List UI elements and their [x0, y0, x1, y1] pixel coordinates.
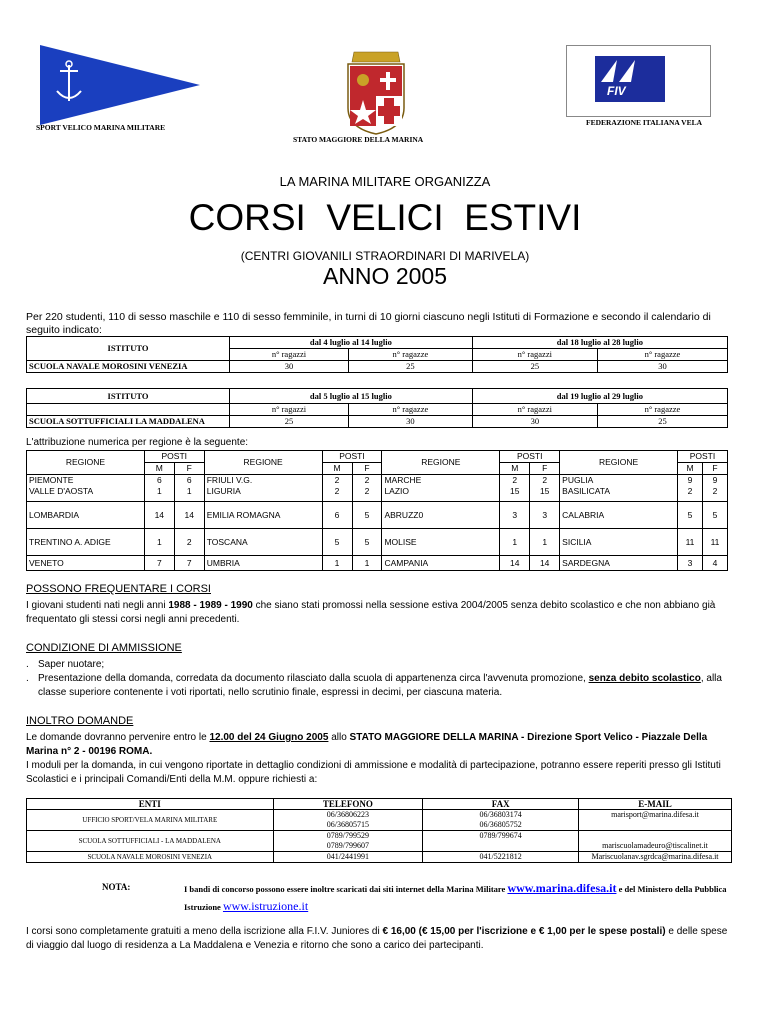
- male-header: M: [144, 463, 174, 475]
- institute-header: ISTITUTO: [27, 337, 230, 361]
- count-cell: 25: [472, 361, 597, 373]
- pennant-logo: [40, 45, 200, 125]
- female-header: F: [174, 463, 204, 475]
- year-heading: ANNO 2005: [322, 263, 447, 289]
- region-name: MOLISE: [382, 529, 500, 556]
- fiv-caption: FEDERAZIONE ITALIANA VELA: [586, 118, 702, 127]
- table-row: [27, 556, 728, 571]
- seat-count: 6 1: [174, 475, 204, 502]
- region-name: CAMPANIA: [382, 556, 500, 571]
- girls-header: n° ragazze: [348, 349, 472, 361]
- region-name: PIEMONTE VALLE D'AOSTA: [27, 475, 145, 502]
- col-header-tel: TELEFONO: [273, 799, 423, 810]
- description: Per 220 studenti, 110 di sesso maschile e 110 di sesso femminile, in turni di 10 giorni ciascuno negli Istituti di Formazione e secondo il calendario di seguito indicato:: [26, 311, 711, 336]
- phone-cell: 06/36806223 06/36805715: [273, 810, 423, 831]
- phone-cell: 0789/799529 0789/799607: [273, 831, 423, 852]
- list-item: . Saper nuotare;: [26, 659, 105, 670]
- seat-count: 5: [678, 502, 703, 529]
- contact-row: [27, 810, 732, 831]
- count-cell: 25: [348, 361, 472, 373]
- admission-list: [26, 658, 731, 700]
- region-name: SARDEGNA: [560, 556, 678, 571]
- seat-count: 2 2: [352, 475, 382, 502]
- seat-count: 9 2: [702, 475, 727, 502]
- eligibility-text: I giovani studenti nati negli anni 1988 - 1989 - 1990 che siano stati promossi nella sessione estiva 2004/2005 senza debito scolastico e che non abbiano già frequentato gli stessi corsi negli anni precedenti.: [26, 600, 716, 625]
- seat-count: 14: [500, 556, 530, 571]
- sport-velico-caption: SPORT VELICO MARINA MILITARE: [36, 123, 166, 132]
- boys-header: n° ragazzi: [472, 349, 597, 361]
- ente-name: SCUOLA NAVALE MOROSINI VENEZIA: [27, 852, 274, 863]
- sail-icon: [595, 56, 665, 86]
- period-header: dal 19 luglio al 29 luglio: [472, 389, 727, 404]
- marina-link[interactable]: www.marina.difesa.it: [507, 881, 617, 895]
- contacts-table: [26, 798, 732, 863]
- region-name: SICILIA: [560, 529, 678, 556]
- footer-text: I corsi sono completamente gratuiti a meno della iscrizione alla F.I.V. Juniores di € 16,00 (€ 15,00 per l'iscrizione e € 1,00 per le spese postali) e delle spese di viaggio dal luogo di residenza a La Maddalena e Venezia e ritorno che sono a carico dei partecipanti.: [26, 926, 728, 951]
- period-header: dal 5 luglio al 15 luglio: [230, 389, 473, 404]
- seat-count: 11: [702, 529, 727, 556]
- regions-table: [26, 450, 728, 571]
- email-cell: mariscuolamadeuro@tiscalinet.it: [579, 831, 732, 852]
- count-cell: 30: [230, 361, 349, 373]
- boys-header: n° ragazzi: [230, 349, 349, 361]
- region-col-header: REGIONE: [560, 451, 678, 475]
- seat-count: 2 15: [530, 475, 560, 502]
- seat-count: 3: [678, 556, 703, 571]
- count-cell: 30: [472, 416, 597, 428]
- seat-count: 7: [174, 556, 204, 571]
- female-header: F: [702, 463, 727, 475]
- col-header-ente: ENTI: [27, 799, 274, 810]
- table-row: [27, 502, 728, 529]
- no-debt-emphasis: senza debito scolastico: [588, 673, 701, 684]
- submission-heading: INOLTRO DOMANDE: [26, 715, 134, 727]
- seat-count: 5: [702, 502, 727, 529]
- seat-count: 6 1: [144, 475, 174, 502]
- seat-count: 11: [678, 529, 703, 556]
- address: STATO MAGGIORE DELLA MARINA - Direzione Sport Velico - Piazzale Della Marina n° 2 - 00196 ROMA.: [26, 732, 708, 757]
- schedule-table-venezia: [26, 336, 728, 373]
- boys-header: n° ragazzi: [472, 404, 597, 416]
- girls-header: n° ragazze: [597, 404, 727, 416]
- seat-count: 4: [702, 556, 727, 571]
- note-label: NOTA:: [102, 882, 131, 892]
- fiv-logo-text: FIV: [607, 84, 626, 98]
- seat-count: 2 15: [500, 475, 530, 502]
- seat-count: 14: [174, 502, 204, 529]
- seat-count: 5: [352, 502, 382, 529]
- subtitle: (CENTRI GIOVANILI STRAORDINARI DI MARIVELA): [240, 249, 530, 263]
- email-cell: marisport@marina.difesa.it: [579, 810, 732, 831]
- region-name: FRIULI V.G. LIGURIA: [204, 475, 322, 502]
- male-header: M: [322, 463, 352, 475]
- forms-text: I moduli per la domanda, in cui vengono riportate in dettaglio condizioni di ammissione e modalità di partecipazione, potranno essere reperiti presso gli Istituti Scolastici e i principali Comandi/Enti della M.M. oppure richiesti a:: [26, 760, 721, 785]
- seat-count: 1: [352, 556, 382, 571]
- phone-cell: 041/2441991: [273, 852, 423, 863]
- seat-count: 5: [352, 529, 382, 556]
- region-name: TOSCANA: [204, 529, 322, 556]
- count-cell: 25: [230, 416, 349, 428]
- seat-count: 2: [174, 529, 204, 556]
- girls-header: n° ragazze: [348, 404, 472, 416]
- seat-count: 1: [144, 529, 174, 556]
- ente-name: SCUOLA SOTTUFFICIALI - LA MADDALENA: [27, 831, 274, 852]
- region-name: EMILIA ROMAGNA: [204, 502, 322, 529]
- deadline: 12.00 del 24 Giugno 2005: [209, 732, 329, 743]
- seat-count: 1: [322, 556, 352, 571]
- table-row: [27, 475, 728, 502]
- region-name: CALABRIA: [560, 502, 678, 529]
- seat-count: 5: [322, 529, 352, 556]
- seat-count: 6: [322, 502, 352, 529]
- female-header: F: [352, 463, 382, 475]
- list-item: . Presentazione della domanda, corredata da documento rilasciato dalla scuola di appartenenza circa l'avvenuta promozione, senza debito scolastico, alla classe superiore contenente i voti riportati, nello scrutinio finale, espressi in decimi, per ciascuna materia.: [26, 673, 722, 698]
- submission-text: Le domande dovranno pervenire entro le 12.00 del 24 Giugno 2005 allo STATO MAGGIORE DELLA MARINA - Direzione Sport Velico - Piazzale Della Marina n° 2 - 00196 ROMA.: [26, 732, 708, 757]
- region-name: PUGLIA BASILICATA: [560, 475, 678, 502]
- posti-header: POSTI: [500, 451, 560, 463]
- count-cell: 30: [597, 361, 727, 373]
- region-col-header: REGIONE: [27, 451, 145, 475]
- region-name: UMBRIA: [204, 556, 322, 571]
- school-name: SCUOLA NAVALE MOROSINI VENEZIA: [27, 361, 230, 373]
- institute-header: ISTITUTO: [27, 389, 230, 404]
- seat-count: 7: [144, 556, 174, 571]
- stato-maggiore-caption: STATO MAGGIORE DELLA MARINA: [293, 135, 424, 144]
- email-cell: Mariscuolanav.sgrdca@marina.difesa.it: [579, 852, 732, 863]
- eligible-years: 1988 - 1989 - 1990: [168, 600, 253, 611]
- seat-count: 14: [144, 502, 174, 529]
- page-title: CORSI VELICI ESTIVI: [188, 197, 582, 238]
- region-col-header: REGIONE: [204, 451, 322, 475]
- col-header-email: E-MAIL: [579, 799, 732, 810]
- region-col-header: REGIONE: [382, 451, 500, 475]
- count-cell: 30: [348, 416, 472, 428]
- istruzione-link[interactable]: www.istruzione.it: [222, 899, 309, 913]
- period-header: dal 4 luglio al 14 luglio: [230, 337, 473, 349]
- seat-count: 2 2: [322, 475, 352, 502]
- count-cell: 25: [597, 416, 727, 428]
- period-header: dal 18 luglio al 28 luglio: [472, 337, 727, 349]
- fax-cell: 06/36803174 06/36805752: [423, 810, 579, 831]
- seat-count: 9 2: [678, 475, 703, 502]
- intro-heading: LA MARINA MILITARE ORGANIZZA: [279, 174, 491, 189]
- seat-count: 14: [530, 556, 560, 571]
- ente-name: UFFICIO SPORT/VELA MARINA MILITARE: [27, 810, 274, 831]
- male-header: M: [500, 463, 530, 475]
- region-name: VENETO: [27, 556, 145, 571]
- posti-header: POSTI: [322, 451, 382, 463]
- contact-row: [27, 852, 732, 863]
- fee-amount: € 16,00 (€ 15,00 per l'iscrizione e € 1,00 per le spese postali): [382, 926, 666, 937]
- male-header: M: [678, 463, 703, 475]
- schedule-table-maddalena: [26, 388, 728, 428]
- region-name: MARCHE LAZIO: [382, 475, 500, 502]
- fax-cell: 0789/799674: [423, 831, 579, 852]
- girls-header: n° ragazze: [597, 349, 727, 361]
- school-name: SCUOLA SOTTUFFICIALI LA MADDALENA: [27, 416, 230, 428]
- seat-count: 3: [530, 502, 560, 529]
- posti-header: POSTI: [144, 451, 204, 463]
- female-header: F: [530, 463, 560, 475]
- fax-cell: 041/5221812: [423, 852, 579, 863]
- seat-count: 1: [530, 529, 560, 556]
- note-text: I bandi di concorso possono essere inoltre scaricati dai siti internet della Marina Militare www.marina.difesa.it e del Ministero della Pubblica Istruzione www.istruzione.it: [184, 881, 727, 913]
- boys-header: n° ragazzi: [230, 404, 349, 416]
- col-header-fax: FAX: [423, 799, 579, 810]
- posti-header: POSTI: [678, 451, 728, 463]
- admission-heading: CONDIZIONE DI AMMISSIONE: [26, 642, 182, 654]
- contact-row: [27, 831, 732, 852]
- table-row: [27, 529, 728, 556]
- eligibility-heading: POSSONO FREQUENTARE I CORSI: [26, 583, 211, 595]
- fiv-logo: [566, 45, 711, 117]
- seat-count: 3: [500, 502, 530, 529]
- region-name: ABRUZZ0: [382, 502, 500, 529]
- regions-intro: L'attribuzione numerica per regione è la seguente:: [26, 437, 249, 448]
- region-name: LOMBARDIA: [27, 502, 145, 529]
- seat-count: 1: [500, 529, 530, 556]
- navy-coat-of-arms-logo: [340, 48, 412, 138]
- region-name: TRENTINO A. ADIGE: [27, 529, 145, 556]
